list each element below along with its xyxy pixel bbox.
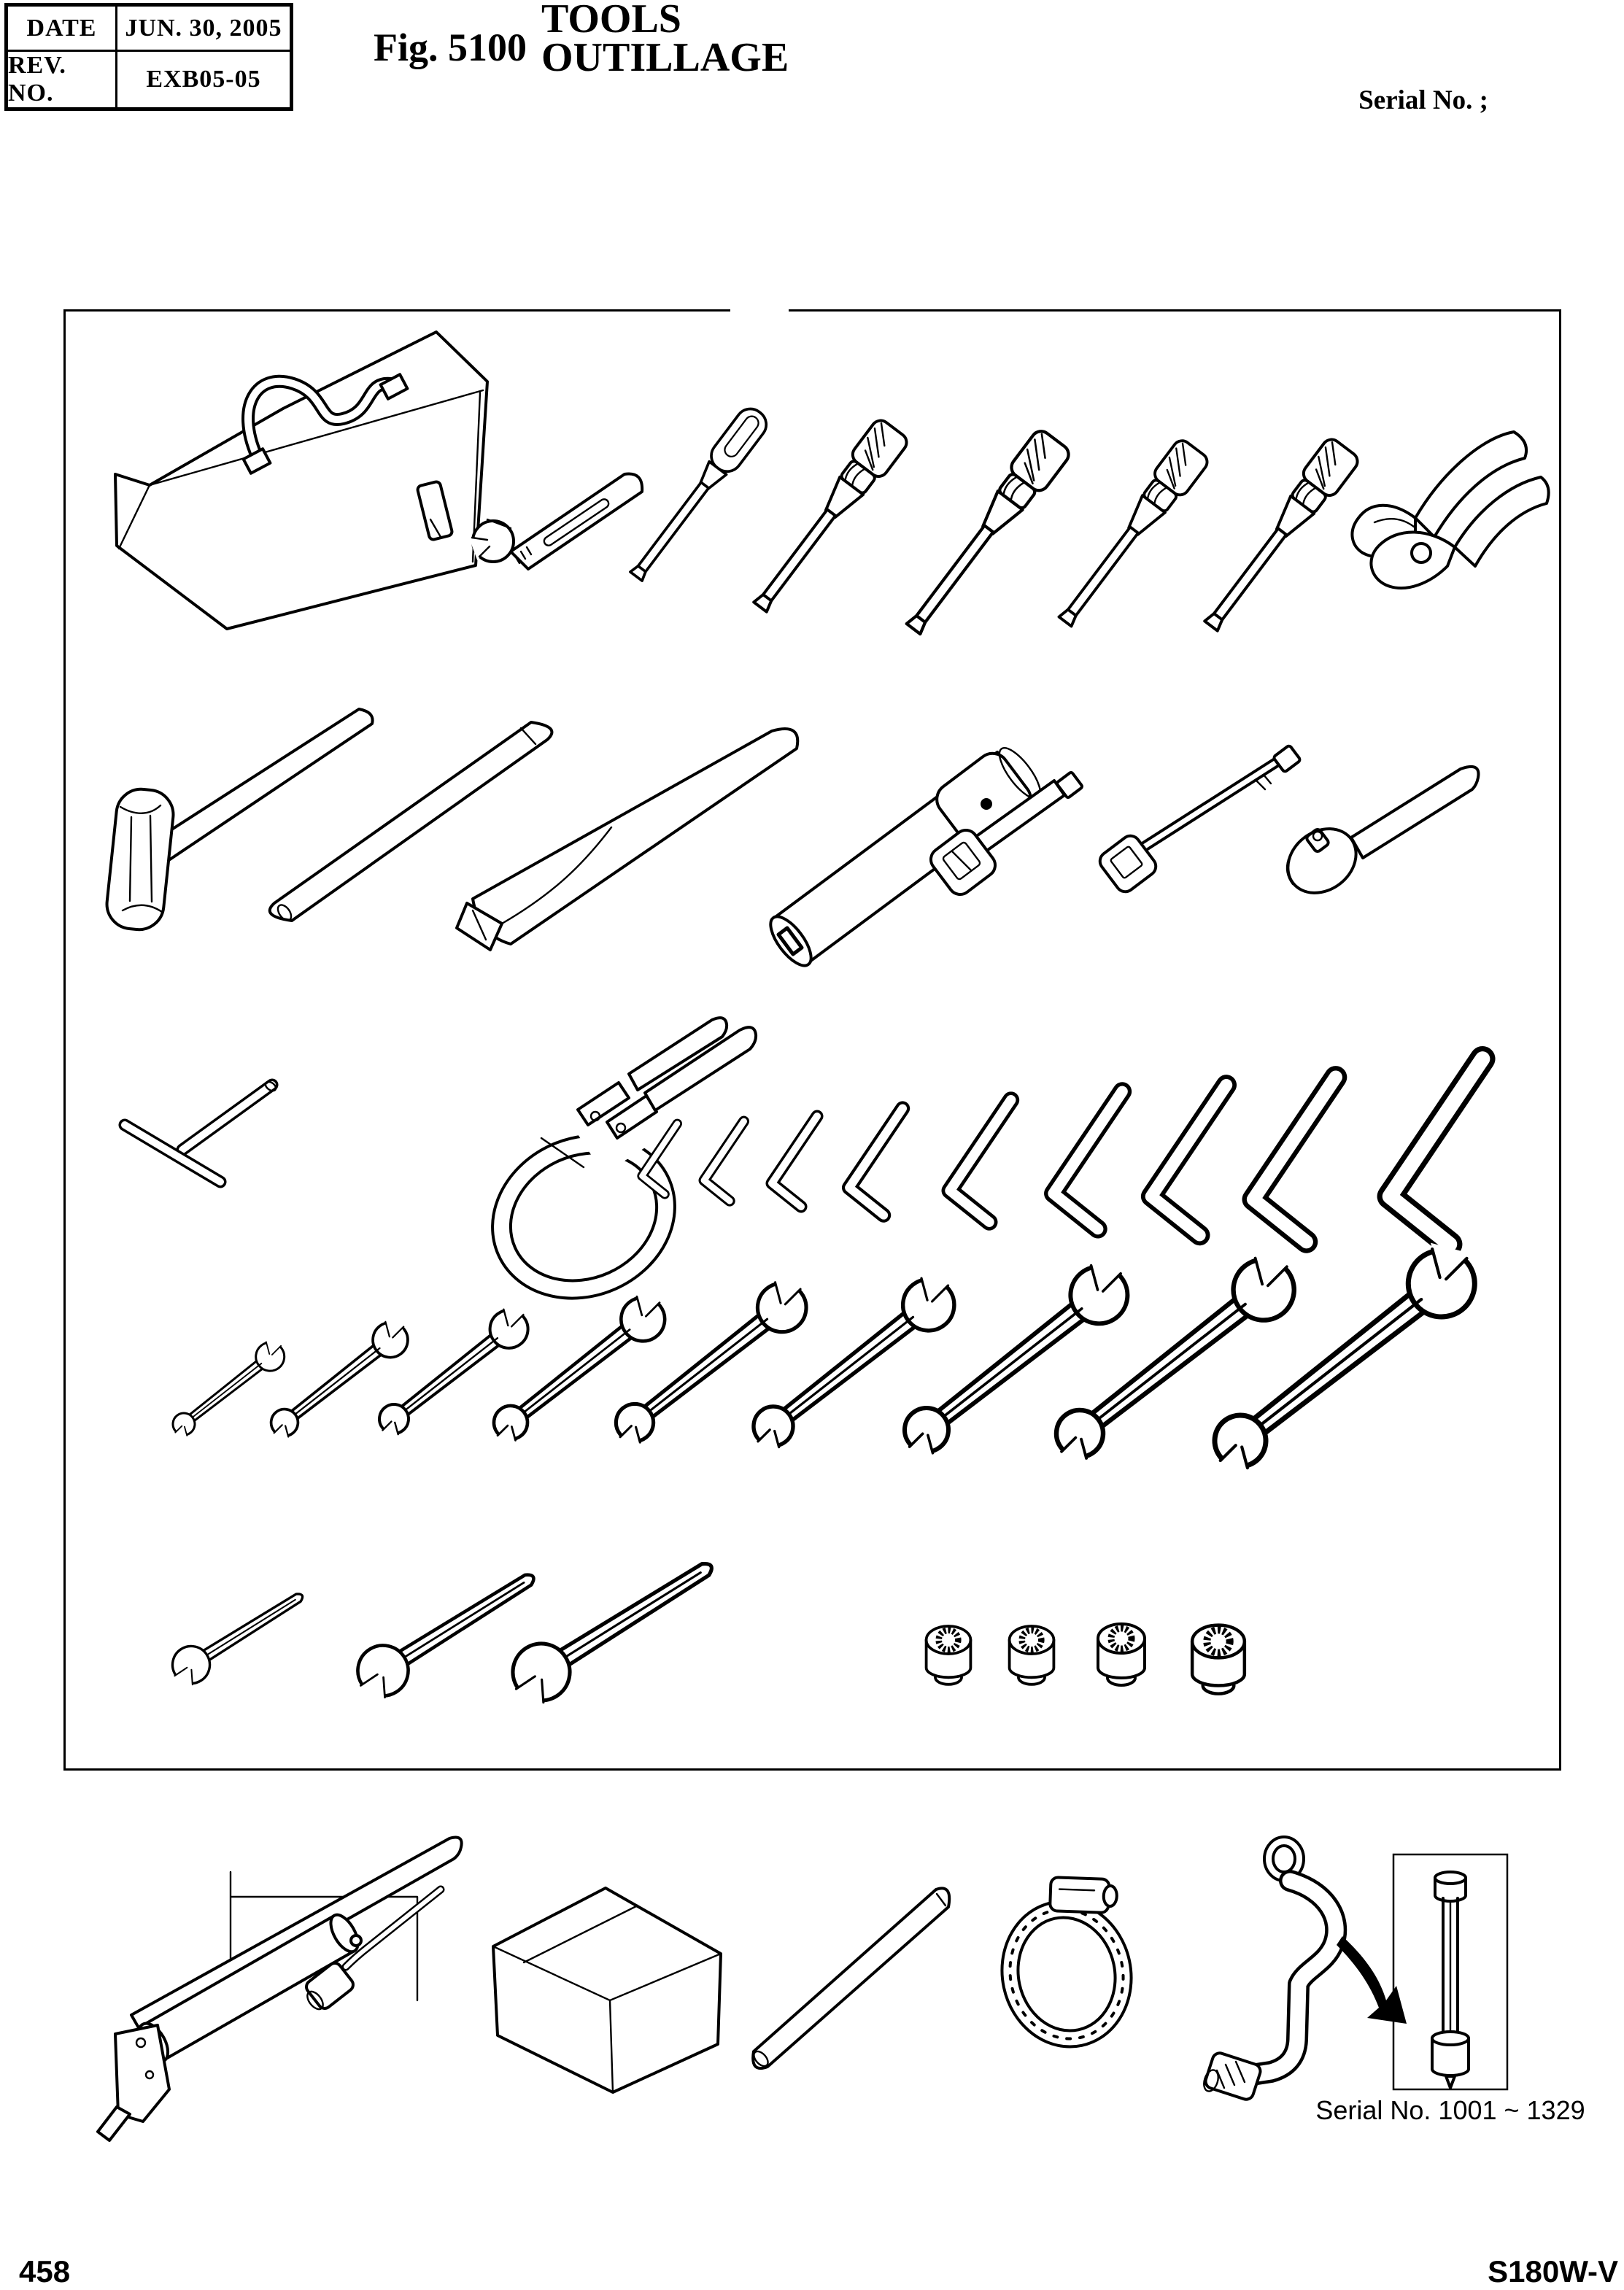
serial-range-note: Serial No. 1001 ~ 1329	[1315, 2095, 1585, 2125]
replacement-pipe-callout	[1393, 1854, 1507, 2089]
spline-socket-2-icon	[1010, 1626, 1054, 1684]
single-open-end-wrench-3-icon	[495, 1542, 727, 1718]
ratchet-handle-icon	[1275, 767, 1479, 906]
screwdriver-1-icon	[744, 417, 910, 619]
hex-key-4-icon	[849, 1108, 902, 1215]
hose-icon	[751, 1888, 949, 2068]
toolbox-icon	[115, 332, 487, 629]
spline-socket-1-icon	[927, 1626, 971, 1684]
title-french: OUTILLAGE	[541, 35, 789, 80]
hex-key-6-icon	[1053, 1091, 1122, 1229]
title-english: TOOLS	[541, 0, 681, 42]
page-number: 458	[19, 2254, 71, 2289]
hex-key-3-icon	[772, 1116, 817, 1207]
hex-key-8-icon	[1253, 1078, 1336, 1242]
callout-arrow-icon	[1337, 1936, 1407, 2024]
hex-key-2-icon	[704, 1121, 744, 1201]
pliers-icon	[1352, 432, 1548, 588]
revno-label: REV. NO.	[8, 52, 117, 107]
adjustable-wrench-icon	[469, 474, 643, 570]
plate-border-gap	[730, 306, 789, 315]
spline-socket-3-icon	[1098, 1624, 1145, 1685]
revno-value: EXB05-05	[146, 66, 261, 93]
document-code: S180W-V	[1488, 2254, 1618, 2289]
suction-pipe-icon	[1202, 1837, 1336, 2101]
single-open-end-wrench-1-icon	[161, 1579, 313, 1695]
carton-box-icon	[493, 1888, 721, 2092]
date-label: DATE	[8, 7, 117, 52]
t-handle-wrench-icon	[125, 1080, 277, 1182]
serial-note: Serial No. ;	[1358, 85, 1488, 115]
figure-label: Fig. 5100	[374, 26, 527, 69]
hammer-icon	[104, 709, 372, 932]
screwdriver-2-icon	[897, 428, 1072, 641]
open-end-wrench-9-icon	[1189, 1227, 1495, 1488]
hose-clamp-icon	[983, 1864, 1150, 2059]
screwdriver-3-icon	[1050, 437, 1210, 633]
spinner-rod-icon	[1097, 745, 1301, 895]
grease-gun-icon	[98, 1838, 462, 2141]
hex-key-7-icon	[1151, 1085, 1226, 1235]
tube-socket-wrench-icon	[763, 742, 1047, 972]
date-value: JUN. 30, 2005	[117, 7, 290, 52]
spline-socket-4-icon	[1192, 1625, 1245, 1694]
hex-key-5-icon	[950, 1100, 1011, 1222]
open-end-wrench-8-icon	[1033, 1238, 1312, 1477]
screwdriver-4-icon	[1195, 436, 1361, 638]
flat-screwdriver-icon	[624, 403, 772, 585]
hex-key-9-icon	[1390, 1059, 1482, 1244]
